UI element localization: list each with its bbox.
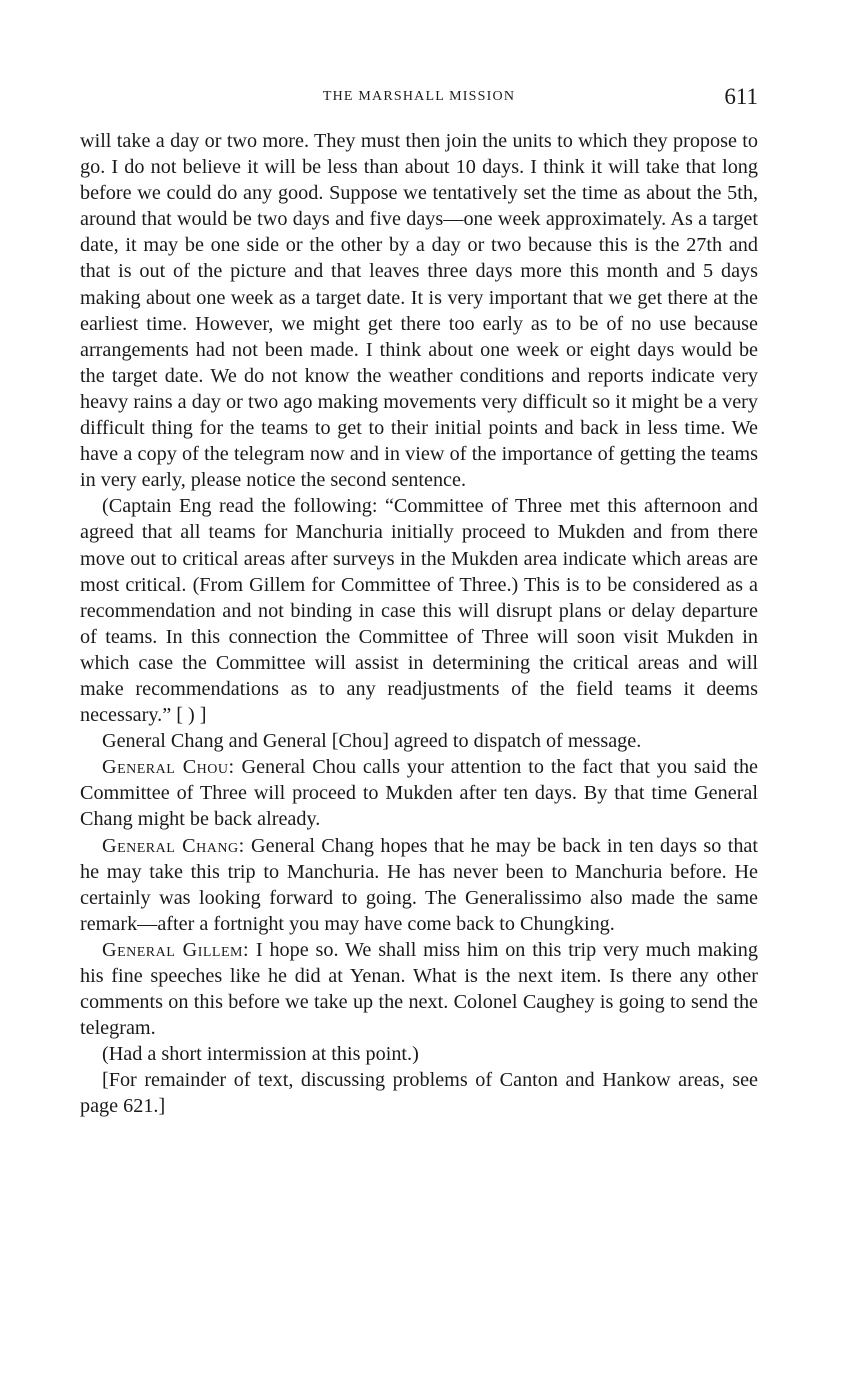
running-head: THE MARSHALL MISSION (322, 89, 516, 104)
paragraph-marshall-remarks: will take a day or two more. They must then join the units to which they propose to go. I do not believe it will be less than about 10 days. I think it will take that long before we could do any good. Suppose we tentatively set the time as about the 5th, around that would be two days and five days—one week approximately. As a target date, it may be one side or the other by a day or two because this is the 27th and that is out of the picture and that leaves three days more this month and 5 days making about one week as a target date. It is very important that we get there at the earliest time. However, we might get there too early as to be of no use because arrangements had not been made. I think about one week or eight days would be the target date. We do not know the weather conditions and reports indicate very heavy rains a day or two ago making movements very difficult so it might be a very difficult thing for the teams to get to their initial points and back in less time. We have a copy of the telegram now and in view of the importance of getting the teams in very early, please notice the second sentence. (80, 130, 758, 492)
paragraph-editorial-note: [For remainder of text, discussing problems of Canton and Hankow areas, see page 621.] (80, 1069, 758, 1118)
speech-text: I hope so. We shall miss him on this trip very much making his fine speeches like he did at Yenan. What is the next item. Is there any other comments on this before we take up the next. Colonel Caughey is going to send the telegram. (80, 938, 758, 1040)
paragraph-intermission: (Had a short intermission at this point.) (102, 1043, 419, 1066)
body-text (80, 128, 758, 1120)
speaker-label: General Chou: (102, 756, 235, 779)
page-header (80, 84, 758, 114)
speech-text: General Chou calls your attention to the fact that you said the Committee of Three will proceed to Mukden after ten days. By that time General Chang might be back already. (80, 756, 758, 831)
paragraph-general-chang (80, 833, 758, 937)
page-number: 611 (724, 84, 758, 109)
paragraph-general-gillem (80, 937, 758, 1041)
speech-text: General Chang hopes that he may be back in ten days so that he may take this trip to Manchuria. He has never been to Manchuria before. He certainly was looking forward to going. The Generalissimo also made the same remark—after a fortnight you may have come back to Chungking. (80, 834, 758, 935)
paragraph-agreement: General Chang and General [Chou] agreed to dispatch of message. (102, 730, 642, 753)
paragraph-telegram-reading: (Captain Eng read the following: “Committee of Three met this afternoon and agreed that all teams for Manchuria initially proceed to Mukden and from there move out to critical areas after surveys in the Mukden area indicate which areas are most critical. (From Gillem for Committee of Three.) This is to be considered as a recommendation and not binding in case this will disrupt plans or delay departure of teams. In this connection the Committee of Three will soon visit Mukden in which case the Committee will assist in determining the critical areas and will make recommendations as to any readjustments of the field teams it deems necessary.” [ ) ] (80, 495, 758, 727)
speaker-label: General Gillem: (102, 938, 250, 961)
paragraph-general-chou (80, 754, 758, 832)
speaker-label: General Chang: (102, 834, 245, 857)
